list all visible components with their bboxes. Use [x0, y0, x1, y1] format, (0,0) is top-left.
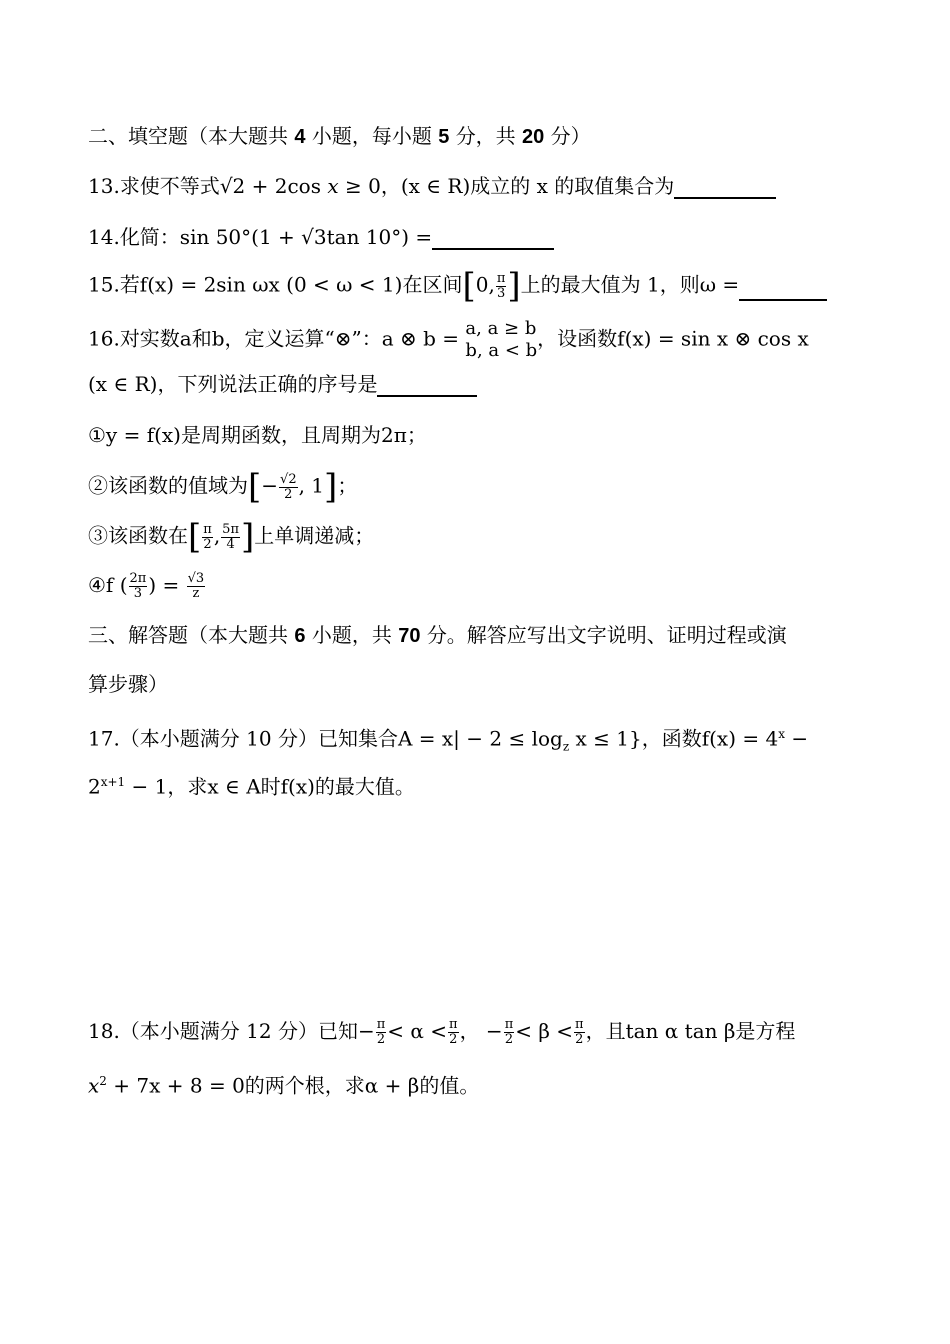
question-14: 14.化简：sin 50°(1 + √3tan 10°) =: [88, 224, 554, 250]
piecewise-cases: a, a ≥ b b, a < b: [465, 318, 538, 361]
fraction-pi-over-3: $\frac{\pi}{3}$: [496, 270, 506, 301]
answer-blank-13[interactable]: [674, 175, 776, 199]
answer-blank-14[interactable]: [432, 226, 554, 250]
fraction-2pi-over-3: $\frac{2\pi}{3}$: [129, 571, 147, 601]
answer-blank-15[interactable]: [739, 277, 827, 301]
answer-blank-16[interactable]: [377, 373, 477, 397]
q16-option-1: ①y = f(x)是周期函数，且周期为2π；: [88, 423, 427, 447]
question-16-line-2: (x ∈ R)，下列说法正确的序号是: [88, 371, 477, 397]
fraction-5pi-over-4: $\frac{5\pi}{4}$: [222, 521, 239, 552]
question-15: 15.若f(x) = 2sin ωx (0 < ω < 1)在区间[0, $\frac{\pi}{3}$ ]上的最大值为 1，则ω =: [88, 271, 827, 301]
question-18-line-2: $x^2 + 7x + 8 = 0$的两个根，求α + β的值。: [88, 1073, 480, 1098]
q16-option-3: ③该函数在[ $\frac{\pi}{2}$ , $\frac{5\pi}{4}$ ]上单调递减；: [88, 517, 375, 557]
section-3-header-line-2: 算步骤）: [88, 672, 168, 696]
question-17-line-2: $2^{x+1} - 1$，求x ∈ A时f(x)的最大值。: [88, 774, 415, 799]
question-17: 17.（本小题满分 10 分）已知集合$A = x| - 2 \le \log_z x \le 1$}，函数$f(x) = 4^x$ −: [88, 726, 809, 754]
fraction-pi-over-2: $\frac{\pi}{2}$: [504, 1017, 514, 1047]
q16-option-4: ④f ( $\frac{2\pi}{3}$ ) = $\frac{√3}{z}$: [88, 571, 205, 601]
question-13: 13.求使不等式√2 + 2cos x ≥ 0，(x ∈ R)成立的 x 的取值集合为: [88, 173, 776, 199]
fraction-pi-over-2: $\frac{\pi}{2}$: [203, 521, 212, 552]
fraction-sqrt3-over-z: $\frac{√3}{z}$: [187, 571, 205, 601]
question-16: 16.对实数a和b，定义运算“⊗”：a ⊗ b = a, a ≥ b b, a < b ，设函数f(x) = sin x ⊗ cos x: [88, 318, 809, 361]
section-2-header: 二、填空题（本大题共 4 小题，每小题 5 分，共 20 分）: [88, 124, 591, 148]
fraction-pi-over-2: $\frac{\pi}{2}$: [575, 1017, 584, 1047]
fraction-pi-over-2: $\frac{\pi}{2}$: [449, 1017, 458, 1047]
fraction-sqrt2-over-2: $\frac{√2}{2}$: [280, 471, 297, 502]
question-18: 18.（本小题满分 12 分）已知− $\frac{\pi}{2}$ < α < $\frac{\pi}{2}$ ， − $\frac{\pi}{2}$ < β < $\frac{\pi}{2}$ ，且tan α tan β是方程: [88, 1017, 796, 1047]
fraction-pi-over-2: $\frac{\pi}{2}$: [376, 1017, 386, 1047]
section-3-header: 三、解答题（本大题共 6 小题，共 70 分。解答应写出文字说明、证明过程或演: [88, 623, 787, 647]
q16-option-2: ②该函数的值域为[− $\frac{√2}{2}$ , 1]；: [88, 467, 358, 507]
